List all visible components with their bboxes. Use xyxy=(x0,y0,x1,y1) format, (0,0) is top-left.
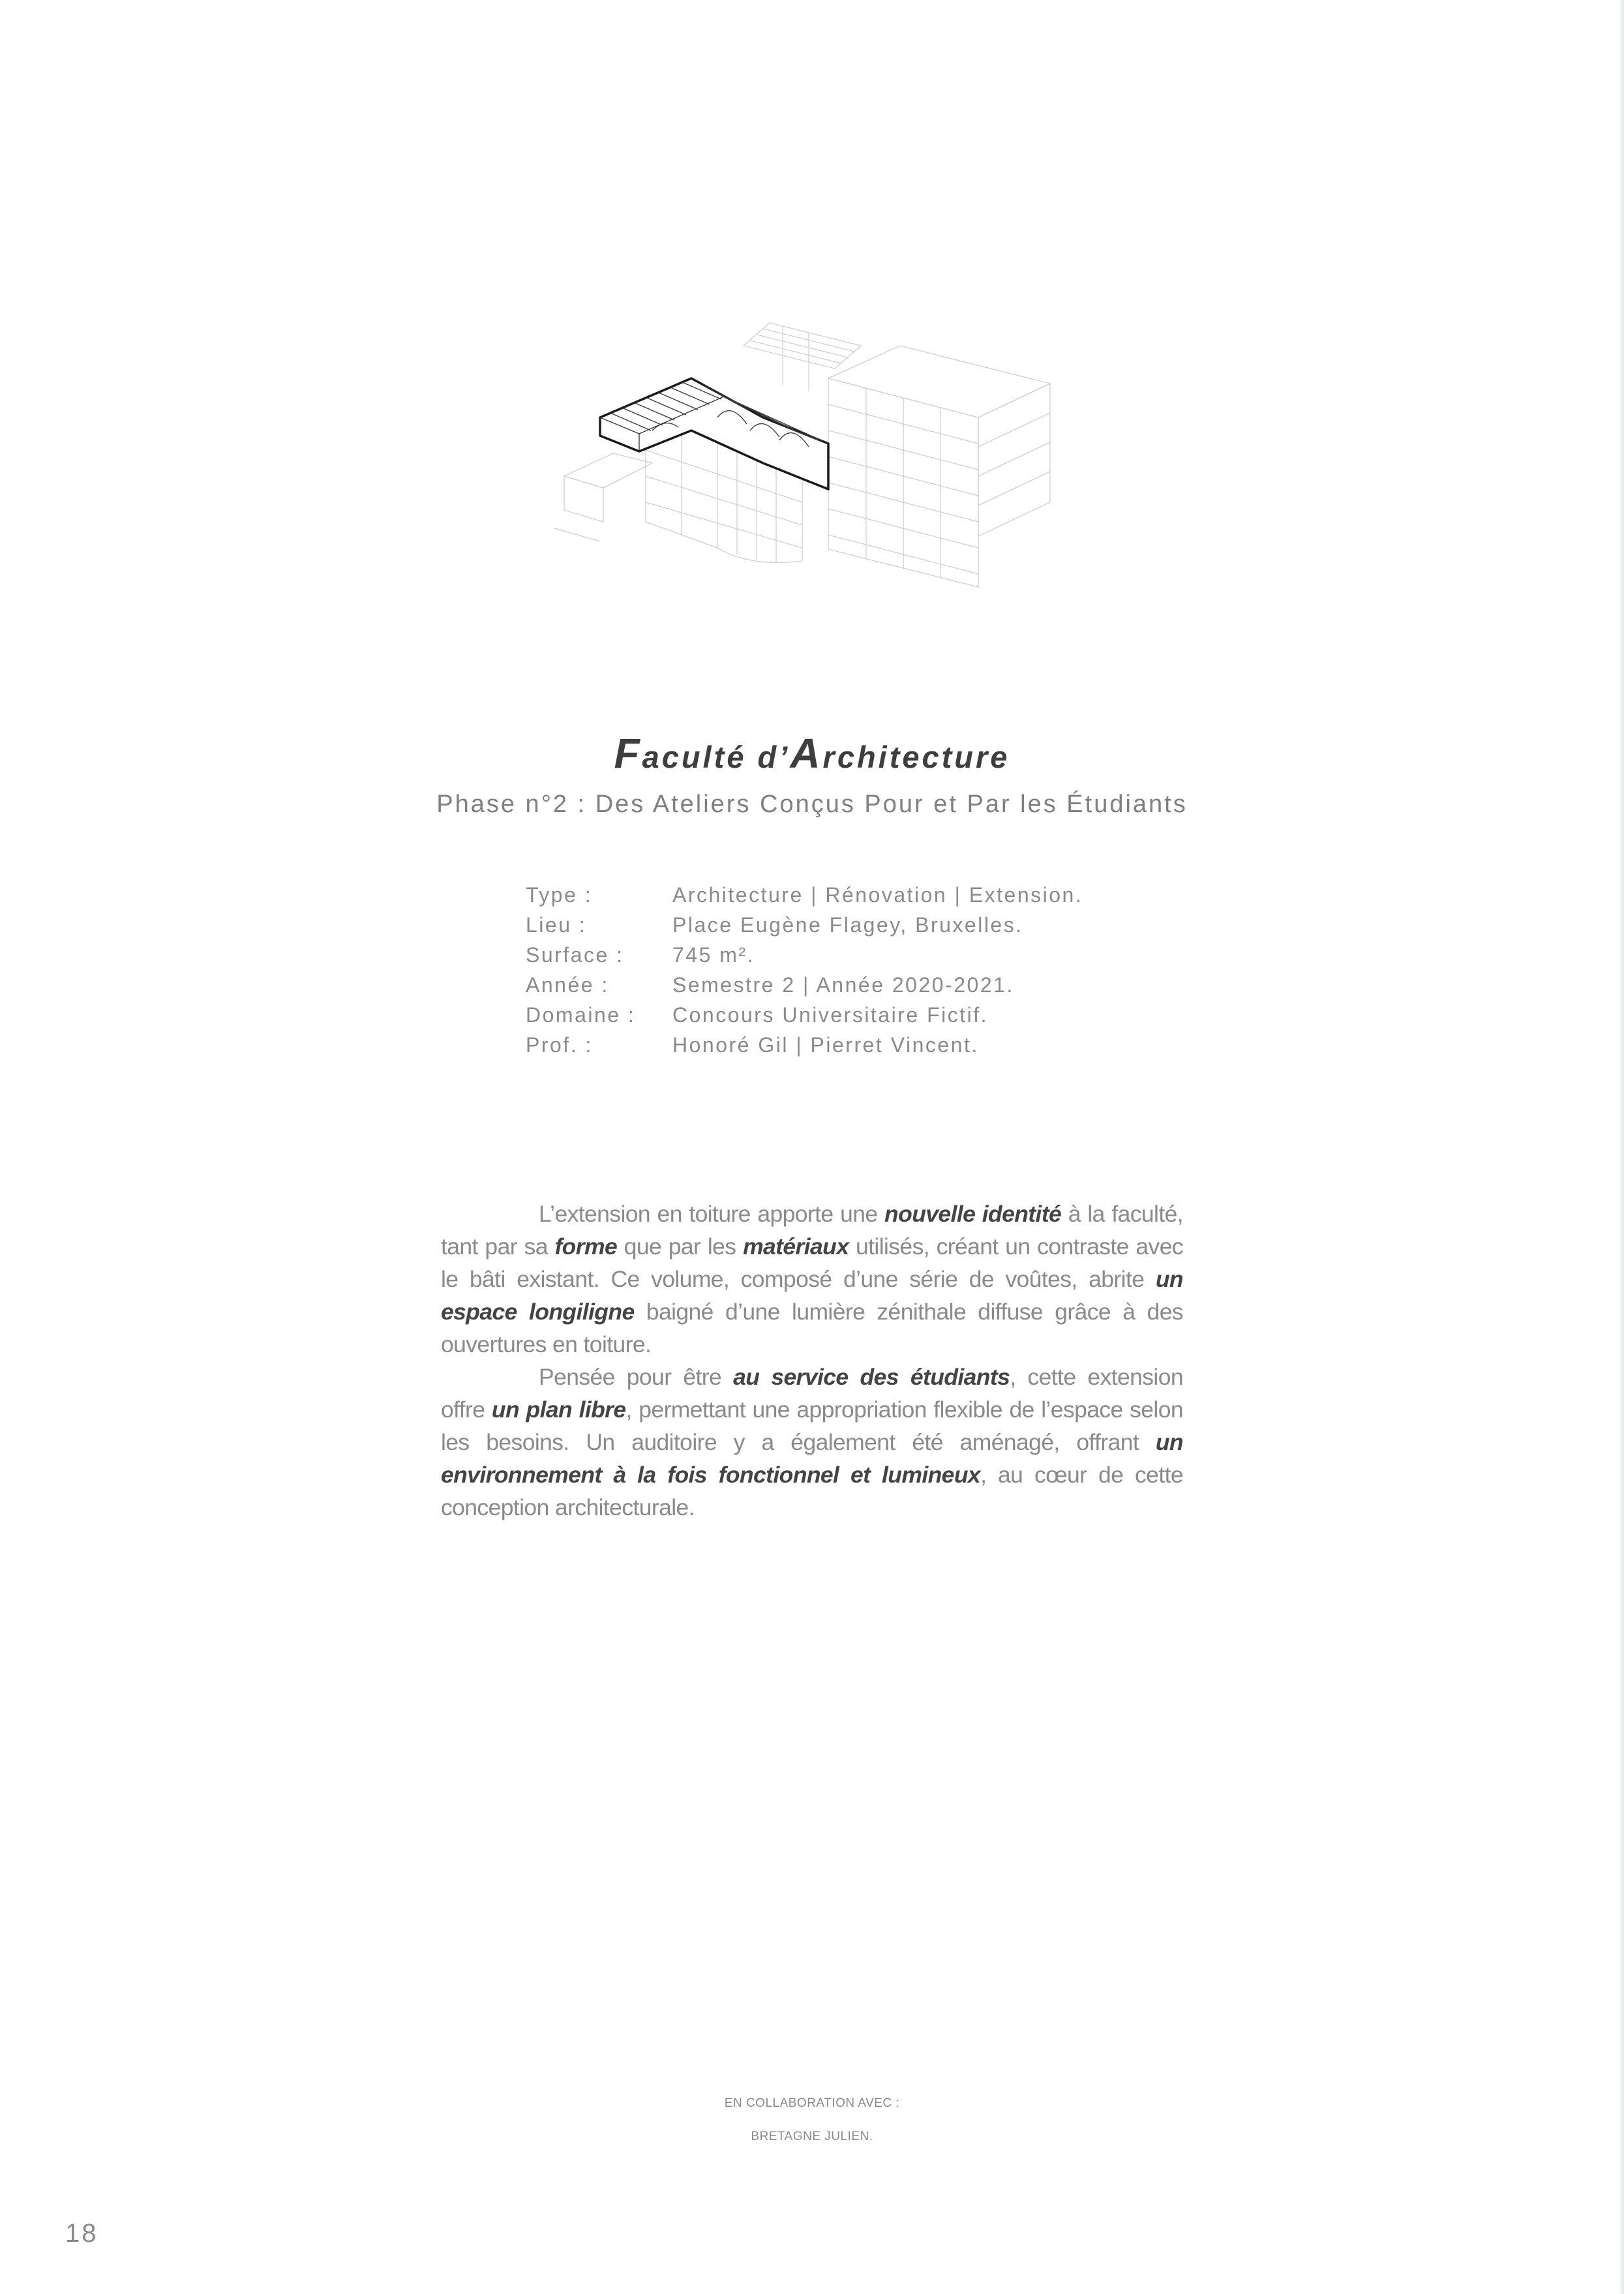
title-first-capital: F xyxy=(614,730,642,777)
emphasis-run: forme xyxy=(554,1233,618,1260)
info-label: Prof. : xyxy=(526,1033,593,1057)
info-row-domaine xyxy=(526,1003,1083,1033)
info-label: Type : xyxy=(526,883,593,907)
project-title xyxy=(0,729,1624,777)
info-value: Semestre 2 | Année 2020-2021. xyxy=(672,973,1014,997)
info-row-type xyxy=(526,883,1083,913)
project-subtitle: Phase n°2 : Des Ateliers Conçus Pour et Par les Étudiants xyxy=(436,791,1188,818)
text-run: que par les xyxy=(617,1233,744,1260)
emphasis-run: nouvelle identité xyxy=(884,1201,1062,1227)
page-number: 18 xyxy=(65,2219,98,2248)
title-second-capital: A xyxy=(790,730,823,777)
emphasis-run: un espace longiligne xyxy=(441,1266,1183,1325)
text-run: L’extension en toiture apporte une xyxy=(539,1201,885,1227)
text-run: , au cœur de cette conception architecturale. xyxy=(441,1462,1183,1520)
info-value: Place Eugène Flagey, Bruxelles. xyxy=(672,913,1023,937)
info-label: Lieu : xyxy=(526,913,587,937)
page-edge-strip xyxy=(1620,0,1624,2294)
text-run: à la faculté, tant par sa xyxy=(441,1201,1183,1260)
text-run: , cette extension offre xyxy=(441,1364,1184,1423)
info-row-prof xyxy=(526,1033,1083,1063)
info-label: Année : xyxy=(526,973,609,997)
info-row-annee xyxy=(526,973,1083,1003)
emphasis-run: un plan libre xyxy=(491,1396,626,1423)
description-paragraph-1 xyxy=(441,1198,1183,1361)
text-run: baigné d’une lumière zénithale diffuse grâce à des ouvertures en toiture. xyxy=(441,1299,1183,1357)
emphasis-run: un environnement à la fois fonctionnel et lumineux xyxy=(441,1429,1183,1488)
project-info-table xyxy=(526,883,1083,1063)
text-run: utilisés, créant un contraste avec le bâti existant. Ce volume, composé d’une série de voûtes, abrite xyxy=(441,1233,1183,1292)
info-value: 745 m². xyxy=(672,943,755,967)
info-label: Surface : xyxy=(526,943,624,967)
title-part-1: aculté d’ xyxy=(642,740,790,774)
title-part-2: rchitecture xyxy=(822,740,1010,774)
emphasis-run: matériaux xyxy=(743,1233,849,1260)
project-description xyxy=(441,1198,1183,1524)
info-row-lieu xyxy=(526,913,1083,943)
info-value: Architecture | Rénovation | Extension. xyxy=(672,883,1083,907)
info-row-surface xyxy=(526,943,1083,973)
text-run: , permettant une appropriation flexible de l’espace selon les besoins. Un auditoire y a également été aménagé, offrant xyxy=(441,1396,1183,1455)
collaboration-name: BRETAGNE JULIEN. xyxy=(751,2130,873,2143)
axonometric-drawing xyxy=(554,307,1063,607)
info-value: Honoré Gil | Pierret Vincent. xyxy=(672,1033,979,1057)
text-run: Pensée pour être xyxy=(539,1364,734,1390)
description-paragraph-2 xyxy=(441,1361,1183,1524)
collaboration-label: EN COLLABORATION AVEC : xyxy=(724,2096,900,2110)
emphasis-run: au service des étudiants xyxy=(733,1364,1010,1390)
info-label: Domaine : xyxy=(526,1003,636,1027)
info-value: Concours Universitaire Fictif. xyxy=(672,1003,988,1027)
